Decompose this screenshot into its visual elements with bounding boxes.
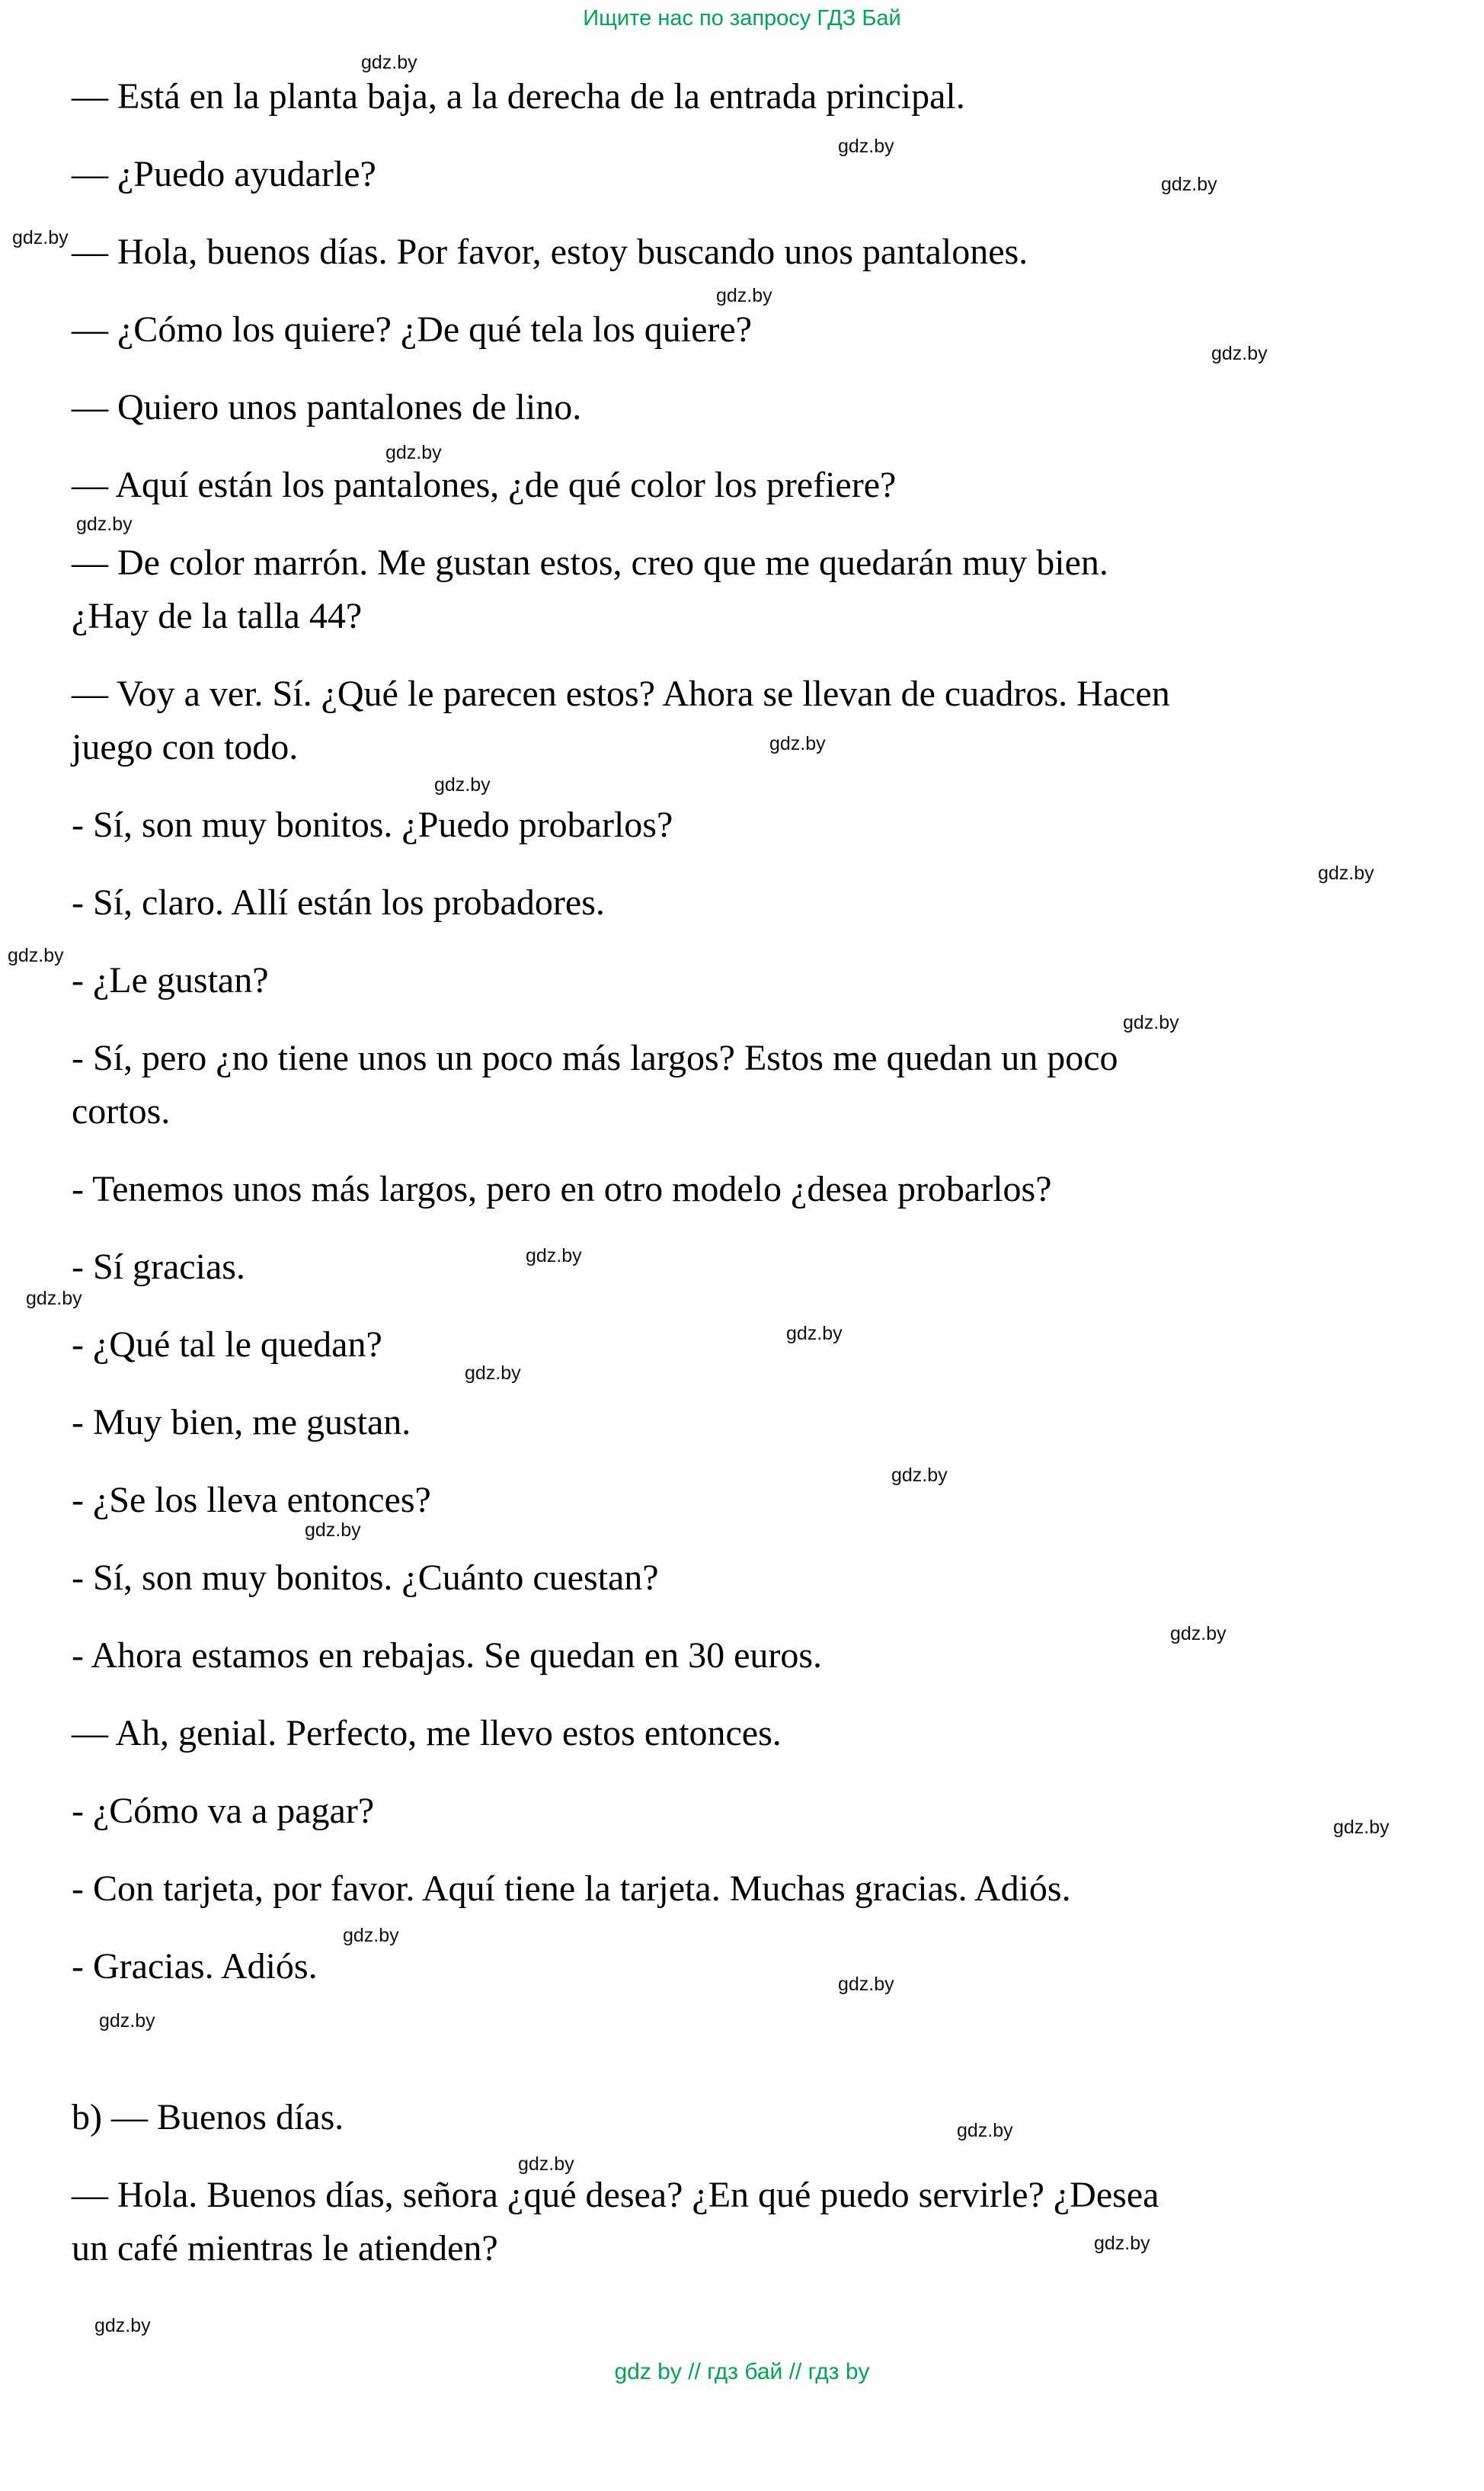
- dialogue-line: — ¿Cómo los quiere? ¿De qué tela los quiere?: [72, 309, 753, 350]
- site-watermark: gdz.by: [957, 2120, 1013, 2141]
- site-watermark: gdz.by: [526, 1245, 582, 1266]
- site-watermark: gdz.by: [26, 1288, 82, 1309]
- dialogue-line: — Hola, buenos días. Por favor, estoy buscando unos pantalones.: [72, 232, 1028, 272]
- site-watermark: gdz.by: [76, 514, 133, 535]
- dialogue-line: - Sí, claro. Allí están los probadores.: [72, 882, 605, 923]
- dialogue-line: - Gracias. Adiós.: [72, 1946, 318, 1987]
- dialogue-line: - Ahora estamos en rebajas. Se quedan en 30 euros.: [72, 1635, 823, 1676]
- promo-header-text: Ищите нас по запросу ГДЗ Бай: [583, 6, 901, 30]
- dialogue-line: - Con tarjeta, por favor. Aquí tiene la tarjeta. Muchas gracias. Adiós.: [72, 1868, 1071, 1909]
- site-watermark: gdz.by: [343, 1925, 399, 1946]
- site-watermark: gdz.by: [1211, 343, 1268, 364]
- dialogue-line: — Ah, genial. Perfecto, me llevo estos entonces.: [72, 1713, 782, 1753]
- dialogue-line: juego con todo.: [72, 727, 299, 767]
- dialogue-line: - Sí, son muy bonitos. ¿Puedo probarlos?: [72, 805, 673, 845]
- dialogue-line: — Quiero unos pantalones de lino.: [72, 387, 582, 427]
- dialogue-line: - ¿Le gustan?: [72, 960, 269, 1001]
- site-watermark: gdz.by: [1170, 1623, 1227, 1644]
- dialogue-line: — Hola. Buenos días, señora ¿qué desea? ¿En qué puedo servirle? ¿Desea: [72, 2175, 1159, 2215]
- dialogue-line: — Aquí están los pantalones, ¿de qué color los prefiere?: [72, 465, 897, 505]
- dialogue-line: — De color marrón. Me gustan estos, creo que me quedarán muy bien.: [72, 543, 1108, 583]
- site-watermark: gdz.by: [385, 442, 442, 463]
- site-watermark: gdz.by: [786, 1323, 843, 1344]
- site-watermark: gdz.by: [1333, 1817, 1390, 1838]
- dialogue-line: - Sí gracias.: [72, 1247, 245, 1287]
- promo-footer-text: gdz by // гдз бай // гдз by: [614, 2359, 870, 2384]
- site-watermark: gdz.by: [769, 733, 826, 754]
- dialogue-line: - Sí, pero ¿no tiene unos un poco más largos? Estos me quedan un poco: [72, 1038, 1118, 1078]
- dialogue-text-block: [72, 70, 1170, 2275]
- site-watermark: gdz.by: [12, 227, 69, 248]
- dialogue-line: - ¿Se los lleva entonces?: [72, 1480, 431, 1520]
- site-watermark: gdz.by: [94, 2315, 151, 2336]
- dialogue-line: - Sí, son muy bonitos. ¿Cuánto cuestan?: [72, 1558, 659, 1598]
- site-watermark: gdz.by: [465, 1362, 521, 1384]
- site-watermark: gdz.by: [716, 285, 772, 306]
- site-watermark: gdz.by: [305, 1519, 361, 1541]
- dialogue-line: - Tenemos unos más largos, pero en otro modelo ¿desea probarlos?: [72, 1169, 1052, 1209]
- site-watermark: gdz.by: [434, 774, 491, 796]
- site-watermark: gdz.by: [518, 2153, 574, 2175]
- dialogue-line: ¿Hay de la talla 44?: [72, 596, 363, 636]
- site-watermark: gdz.by: [99, 2010, 155, 2032]
- dialogue-line: un café mientras le atienden?: [72, 2228, 498, 2268]
- site-watermark: gdz.by: [1161, 174, 1217, 195]
- dialogue-line: - ¿Qué tal le quedan?: [72, 1324, 382, 1365]
- dialogue-line: b) — Buenos días.: [72, 2097, 344, 2137]
- dialogue-line: - Muy bien, me gustan.: [72, 1402, 411, 1442]
- dialogue-line: — ¿Puedo ayudarle?: [72, 154, 376, 194]
- site-watermark: gdz.by: [838, 1974, 894, 1995]
- dialogue-line: - ¿Cómo va a pagar?: [72, 1791, 375, 1831]
- site-watermark: gdz.by: [838, 136, 894, 157]
- site-watermark: gdz.by: [1094, 2233, 1150, 2254]
- site-watermark: gdz.by: [1123, 1012, 1179, 1033]
- site-watermark: gdz.by: [1318, 863, 1374, 884]
- site-watermark: gdz.by: [361, 52, 417, 73]
- site-watermark: gdz.by: [8, 945, 64, 966]
- dialogue-line: cortos.: [72, 1091, 171, 1132]
- dialogue-line: — Está en la planta baja, a la derecha de la entrada principal.: [72, 76, 965, 117]
- site-watermark: gdz.by: [891, 1465, 948, 1486]
- dialogue-line: — Voy a ver. Sí. ¿Qué le parecen estos? Ahora se llevan de cuadros. Hacen: [72, 674, 1170, 714]
